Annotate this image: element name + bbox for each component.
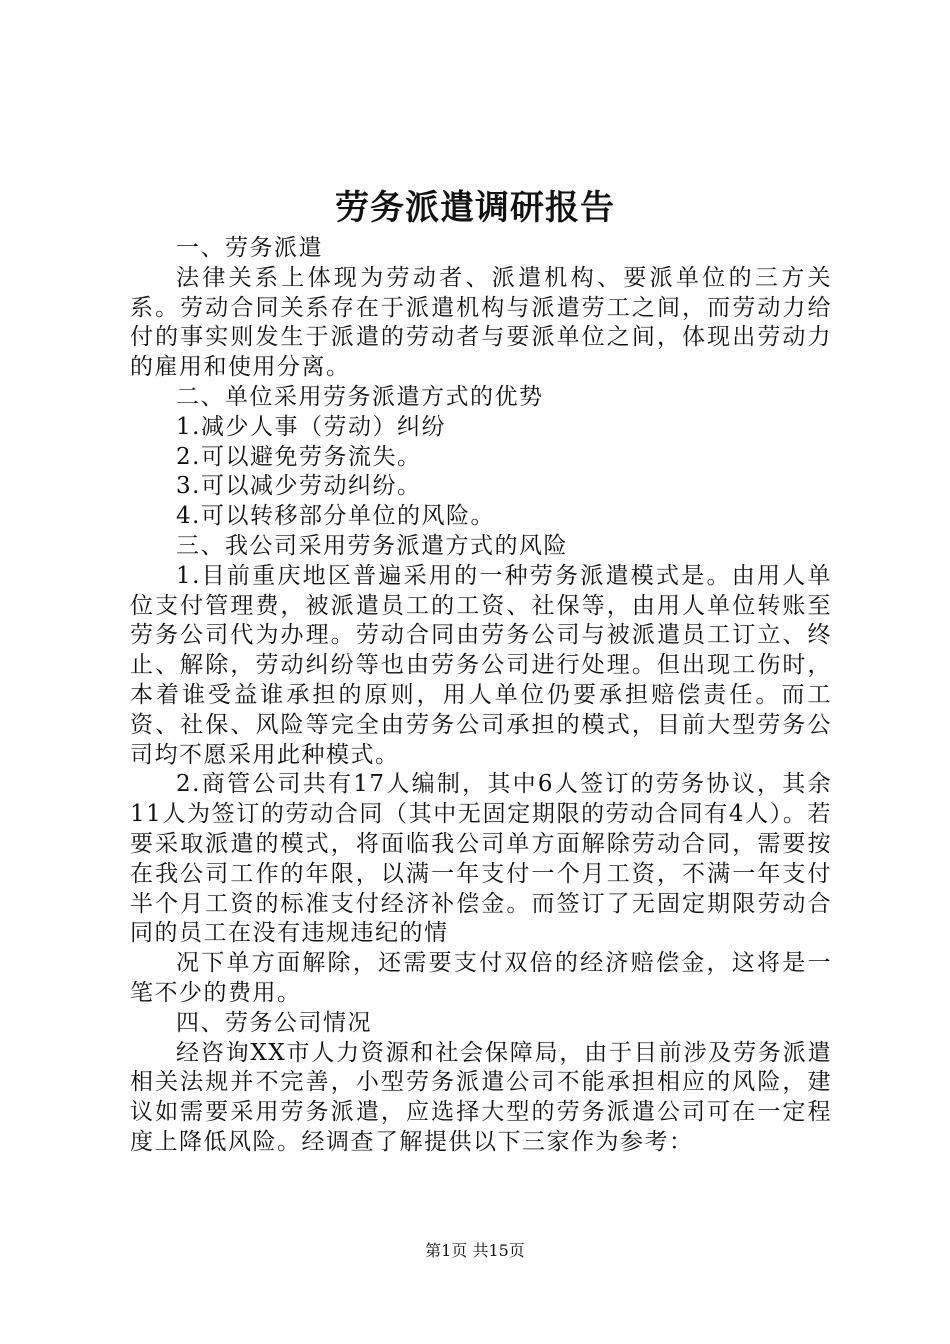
- list-item: 2.可以避免劳务流失。: [176, 443, 422, 470]
- list-item: 3.可以减少劳动纠纷。: [176, 473, 422, 500]
- section-heading-1: 一、劳务派遣: [176, 235, 323, 261]
- page-footer: 第1页 共15页: [425, 1241, 525, 1260]
- section-heading-2: 二、单位采用劳务派遣方式的优势: [176, 383, 544, 410]
- list-item: 4.可以转移部分单位的风险。: [176, 503, 495, 530]
- paragraph: 2.商管公司共有17人编制，其中6人签订的劳务协议，其余11人为签订的劳动合同（其中无固定期限的劳动合同有4人）。若要采取派遣的模式，将面临我公司单方面解除劳动合同，需要按在我公司工作的年限，以满一年支付一个月工资，不满一年支付半个月工资的标准支付经济补偿金。而签订了无固定期限劳动合同的员工在没有违规违纪的情: [130, 771, 832, 947]
- document-title: 劳务派遣调研报告: [335, 188, 615, 228]
- document-body: [130, 234, 832, 1158]
- section-heading-3: 三、我公司采用劳务派遣方式的风险: [176, 532, 568, 559]
- paragraph: 法律关系上体现为劳动者、派遣机构、要派单位的三方关系。劳动合同关系存在于派遣机构与派遣劳工之间，而劳动力给付的事实则发生于派遣的劳动者与要派单位之间，体现出劳动力的雇用和使用分离。: [130, 264, 832, 381]
- paragraph: 1.目前重庆地区普遍采用的一种劳务派遣模式是。由用人单位支付管理费，被派遣员工的工资、社保等，由用人单位转账至劳务公司代为办理。劳动合同由劳务公司与被派遣员工订立、终止、解除，劳动纠纷等也由劳务公司进行处理。但出现工伤时，本着谁受益谁承担的原则，用人单位仍要承担赔偿责任。而工资、社保、风险等完全由劳务公司承担的模式，目前大型劳务公司均不愿采用此种模式。: [130, 562, 832, 768]
- section-heading-4: 四、劳务公司情况: [176, 1009, 372, 1036]
- list-item: 1.减少人事（劳动）纠纷: [176, 413, 446, 440]
- paragraph: 经咨询XX市人力资源和社会保障局，由于目前涉及劳务派遣相关法规并不完善，小型劳务派遣公司不能承担相应的风险，建议如需要采用劳务派遣，应选择大型的劳务派遣公司可在一定程度上降低风险。经调查了解提供以下三家作为参考：: [130, 1039, 832, 1155]
- paragraph: 况下单方面解除，还需要支付双倍的经济赔偿金，这将是一笔不少的费用。: [130, 950, 832, 1006]
